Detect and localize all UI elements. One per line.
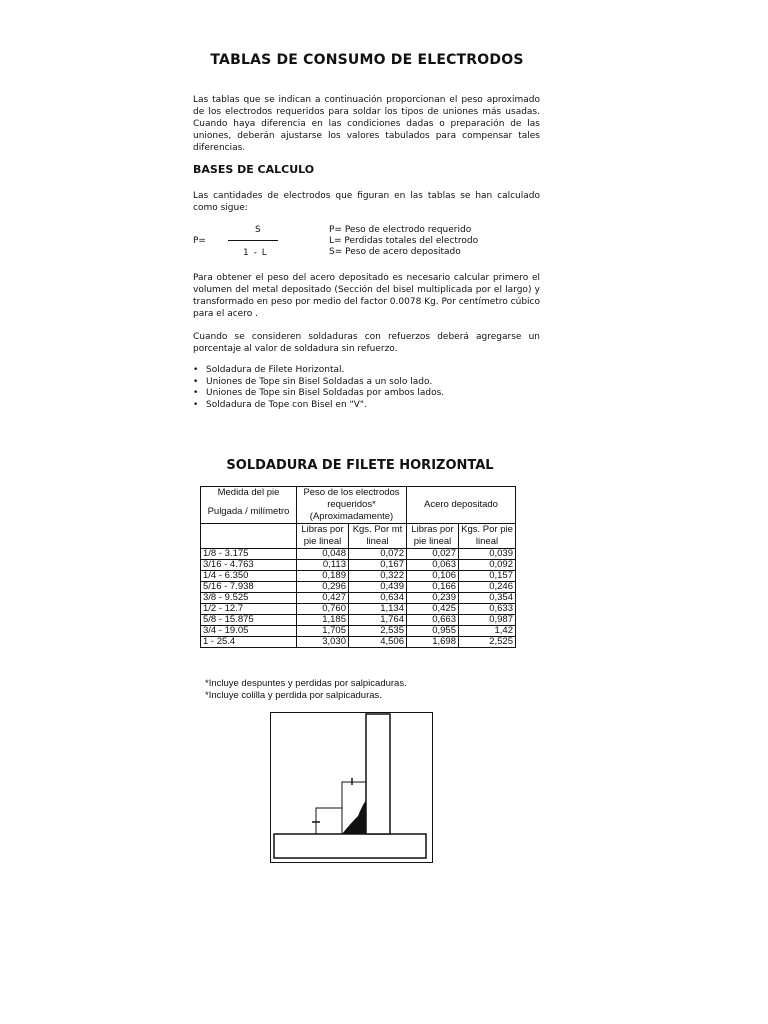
table-row (201, 637, 516, 648)
table-cell: 0,634 (349, 593, 407, 604)
table-row (201, 582, 516, 593)
formula-definitions (329, 225, 478, 258)
subheader-cell: Libras por pie lineal (297, 524, 349, 549)
table-cell: 0,246 (459, 582, 516, 593)
table-row (201, 626, 516, 637)
header-peso: Peso de los electrodos requeridos* (Aproximadamente) (297, 487, 407, 524)
table-header-row (201, 487, 516, 524)
header-acero: Acero depositado (407, 487, 516, 524)
weld-bead (342, 800, 366, 834)
list-item: • Uniones de Tope sin Bisel Soldadas a un solo lado. (193, 377, 444, 389)
table-cell: 2,525 (459, 637, 516, 648)
table-cell: 0,987 (459, 615, 516, 626)
table-cell: 0,063 (407, 560, 459, 571)
table-cell: 0,072 (349, 549, 407, 560)
formula-lhs: P= (193, 236, 206, 246)
bases-heading: BASES DE CALCULO (193, 163, 315, 176)
table-cell: 0,039 (459, 549, 516, 560)
subheader-cell: Kgs. Por pie lineal (459, 524, 516, 549)
table-cell: 0,157 (459, 571, 516, 582)
list-item: • Uniones de Tope sin Bisel Soldadas por ambos lados. (193, 388, 444, 400)
definition-p: P= Peso de electrodo requerido (329, 225, 472, 235)
table-cell: 0,048 (297, 549, 349, 560)
consumption-table (200, 486, 516, 648)
table-subheader-row (201, 524, 516, 549)
table-cell: 1,764 (349, 615, 407, 626)
table-cell: 5/16 - 7.938 (201, 582, 297, 593)
table-cell: 0,427 (297, 593, 349, 604)
table-cell: 1 - 25.4 (201, 637, 297, 648)
subheader-cell: Libras por pie lineal (407, 524, 459, 549)
table-cell: 1/4 - 6.350 (201, 571, 297, 582)
header-medida (201, 487, 297, 524)
definition-l: L= Perdidas totales del electrodo (329, 236, 479, 246)
table-cell: 1/8 - 3.175 (201, 549, 297, 560)
table-cell: 0,955 (407, 626, 459, 637)
table-row (201, 549, 516, 560)
table-cell: 3,030 (297, 637, 349, 648)
table-cell: 0,296 (297, 582, 349, 593)
table-notes (205, 678, 407, 702)
table-cell: 1/2 - 12.7 (201, 604, 297, 615)
vertical-plate (366, 714, 390, 834)
note: *Incluye despuntes y perdidas por salpicaduras. (205, 678, 407, 689)
list-item: • Soldadura de Tope con Bisel en "V". (193, 400, 444, 412)
table-row (201, 560, 516, 571)
table-cell: 0,027 (407, 549, 459, 560)
table-cell: 0,633 (459, 604, 516, 615)
table-row (201, 593, 516, 604)
table-cell: 3/8 - 9.525 (201, 593, 297, 604)
intro-paragraph: Las tablas que se indican a continuación proporcionan el peso aproximado de los electrodos requeridos para soldar los tipos de uniones más usadas. Cuando haya diferencia en las condiciones dadas o preparación de las uniones, deberán ajustarse los valores tabulados para compensar tales diferencias. (193, 95, 540, 153)
table-cell: 1,134 (349, 604, 407, 615)
table-cell: 0,663 (407, 615, 459, 626)
header-medida-units: Pulgada / milímetro (207, 506, 290, 517)
table-cell: 0,760 (297, 604, 349, 615)
bases-text: Las cantidades de electrodos que figuran en las tablas se han calculado como sigue: (193, 191, 540, 213)
table-cell: 0,106 (407, 571, 459, 582)
formula-denominator: 1 - L (243, 248, 268, 258)
table-cell: 0,113 (297, 560, 349, 571)
table-cell: 3/16 - 4.763 (201, 560, 297, 571)
header-medida-label: Medida del pie (217, 487, 280, 498)
table-cell: 0,439 (349, 582, 407, 593)
base-plate (274, 834, 426, 858)
table-cell: 5/8 - 15.875 (201, 615, 297, 626)
table-cell: 0,354 (459, 593, 516, 604)
table-cell: 1,705 (297, 626, 349, 637)
formula-numerator: S (255, 225, 261, 235)
table-cell: 3/4 - 19.05 (201, 626, 297, 637)
table-cell: 1,698 (407, 637, 459, 648)
table-cell: 0,166 (407, 582, 459, 593)
bullet-list (193, 365, 444, 411)
subheader-cell: Kgs. Por mt lineal (349, 524, 407, 549)
table-cell: 4,506 (349, 637, 407, 648)
table-cell: 1,185 (297, 615, 349, 626)
page-title: TABLAS DE CONSUMO DE ELECTRODOS (210, 52, 524, 68)
table-cell: 0,189 (297, 571, 349, 582)
list-item: • Soldadura de Filete Horizontal. (193, 365, 444, 377)
table-cell: 0,167 (349, 560, 407, 571)
table-cell: 0,322 (349, 571, 407, 582)
table-row (201, 604, 516, 615)
para-acero: Para obtener el peso del acero depositado es necesario calcular primero el volumen del metal depositado (Sección del bisel multiplicada por el largo) y transformado en peso por medio del factor 0.0078 Kg. Por centímetro cúbico para el acero . (193, 273, 540, 319)
fillet-weld-diagram (270, 712, 434, 864)
para-refuerzos: Cuando se consideren soldaduras con refuerzos deberá agregarse un porcentaje al valor de soldadura sin refuerzo. (193, 332, 540, 354)
fraction-line (228, 240, 278, 241)
table-row (201, 615, 516, 626)
definition-s: S= Peso de acero depositado (329, 247, 461, 257)
table-cell: 2,535 (349, 626, 407, 637)
leg-guide-horizontal (316, 808, 342, 834)
note: *Incluye colilla y perdida por salpicaduras. (205, 690, 382, 701)
subheader-empty (201, 524, 297, 549)
formula (193, 224, 540, 264)
table-cell: 0,092 (459, 560, 516, 571)
table-cell: 0,239 (407, 593, 459, 604)
table-row (201, 571, 516, 582)
table-cell: 0,425 (407, 604, 459, 615)
section-heading: SOLDADURA DE FILETE HORIZONTAL (226, 458, 494, 473)
table-cell: 1,42 (459, 626, 516, 637)
